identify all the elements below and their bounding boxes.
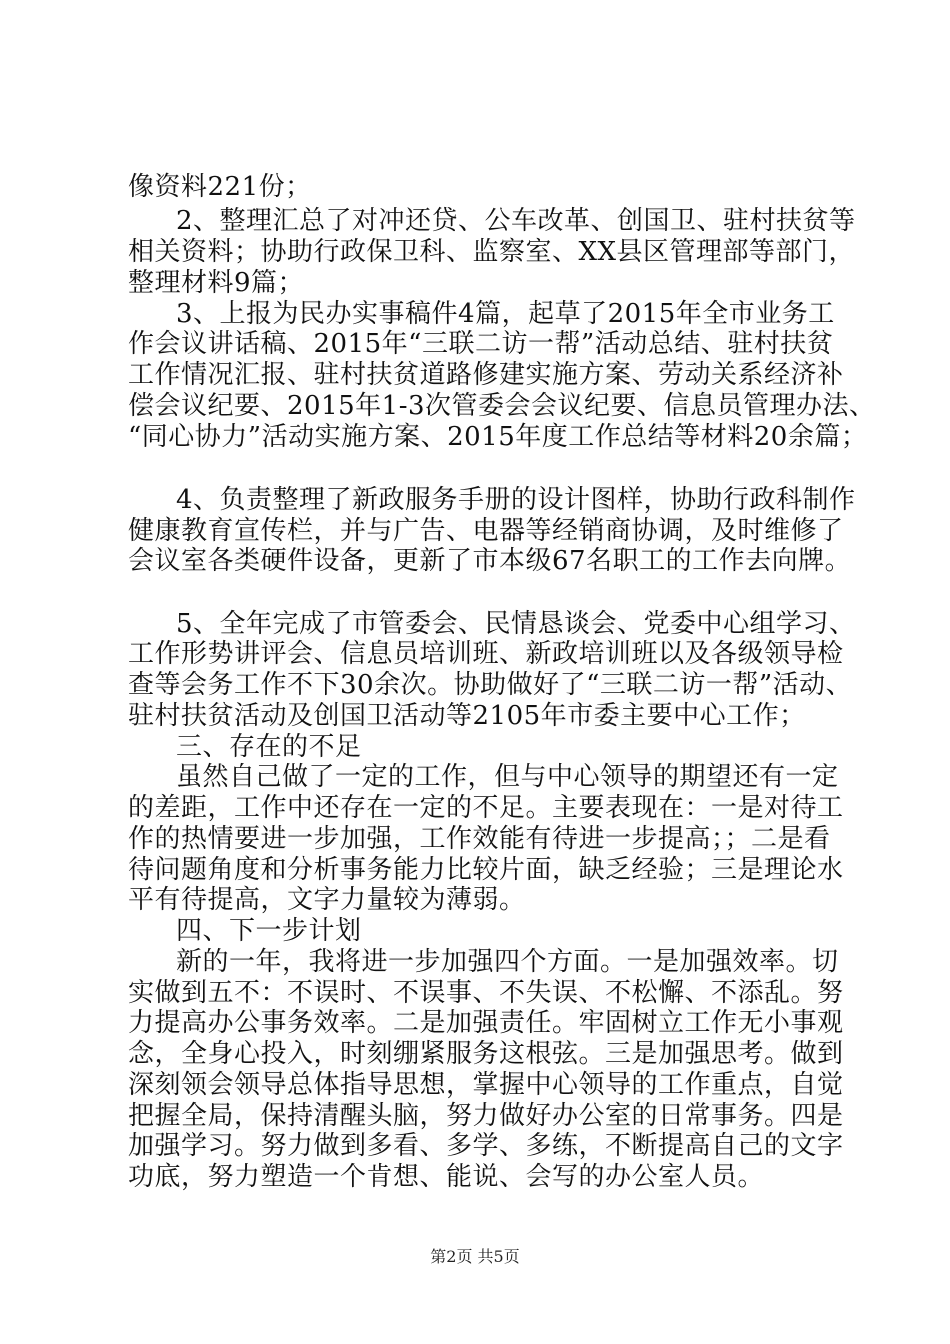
paragraph-3-start: 3、上报为民办实事稿件4篇，起草了2015年全市业务工: [176, 299, 835, 329]
text-line: 健康教育宣传栏，并与广告、电器等经销商协调，及时维修了: [128, 516, 844, 546]
text-line: 作会议讲话稿、2015年“三联二访一帮”活动总结、驻村扶贫: [128, 329, 834, 359]
paragraph-plan-start: 新的一年，我将进一步加强四个方面。一是加强效率。切: [176, 947, 839, 977]
text-line: 整理材料9篇；: [128, 268, 305, 298]
text-line: 把握全局，保持清醒头脑，努力做好办公室的日常事务。四是: [128, 1101, 844, 1131]
text-line: 偿会议纪要、2015年1-3次管委会会议纪要、信息员管理办法、: [128, 391, 876, 421]
section-heading-next-plan: 四、下一步计划: [176, 916, 362, 946]
text-line: 相关资料；协助行政保卫科、监察室、XX县区管理部等部门，: [128, 237, 856, 267]
text-line: 像资料221份；: [128, 172, 312, 202]
text-line: 查等会务工作不下30余次。协助做好了“三联二访一帮”活动、: [128, 670, 853, 700]
paragraph-4-start: 4、负责整理了新政服务手册的设计图样，协助行政科制作: [176, 485, 856, 515]
text-line: 作的热情要进一步加强，工作效能有待进一步提高；；二是看: [128, 824, 831, 854]
text-line: 的差距，工作中还存在一定的不足。主要表现在：一是对待工: [128, 793, 844, 823]
text-line: 平有待提高，文字力量较为薄弱。: [128, 885, 526, 915]
text-line: 力提高办公事务效率。二是加强责任。牢固树立工作无小事观: [128, 1008, 844, 1038]
text-line: 待问题角度和分析事务能力比较片面，缺乏经验；三是理论水: [128, 855, 844, 885]
paragraph-2-start: 2、整理汇总了对冲还贷、公车改革、创国卫、驻村扶贫等: [176, 206, 856, 236]
text-line: 工作情况汇报、驻村扶贫道路修建实施方案、劳动关系经济补: [128, 360, 844, 390]
text-line: 功底，努力塑造一个肯想、能说、会写的办公室人员。: [128, 1162, 765, 1192]
text-line: 加强学习。努力做到多看、多学、多练，不断提高自己的文字: [128, 1131, 844, 1161]
text-line: 工作形势讲评会、信息员培训班、新政培训班以及各级领导检: [128, 639, 844, 669]
text-line: 实做到五不：不误时、不误事、不失误、不松懈、不添乱。努: [128, 978, 844, 1008]
text-line: 会议室各类硬件设备，更新了市本级67名职工的工作去向牌。: [128, 546, 852, 576]
paragraph-shortcomings-start: 虽然自己做了一定的工作，但与中心领导的期望还有一定: [176, 762, 839, 792]
paragraph-5-start: 5、全年完成了市管委会、民情恳谈会、党委中心组学习、: [176, 609, 856, 639]
page-footer: 第2页 共5页: [430, 1247, 520, 1266]
text-line: 驻村扶贫活动及创国卫活动等2105年市委主要中心工作；: [128, 701, 806, 731]
section-heading-shortcomings: 三、存在的不足: [176, 732, 362, 762]
text-line: 念，全身心投入，时刻绷紧服务这根弦。三是加强思考。做到: [128, 1039, 844, 1069]
text-line: “同心协力”活动实施方案、2015年度工作总结等材料20余篇；: [128, 422, 868, 452]
text-line: 深刻领会领导总体指导思想，掌握中心领导的工作重点，自觉: [128, 1070, 844, 1100]
